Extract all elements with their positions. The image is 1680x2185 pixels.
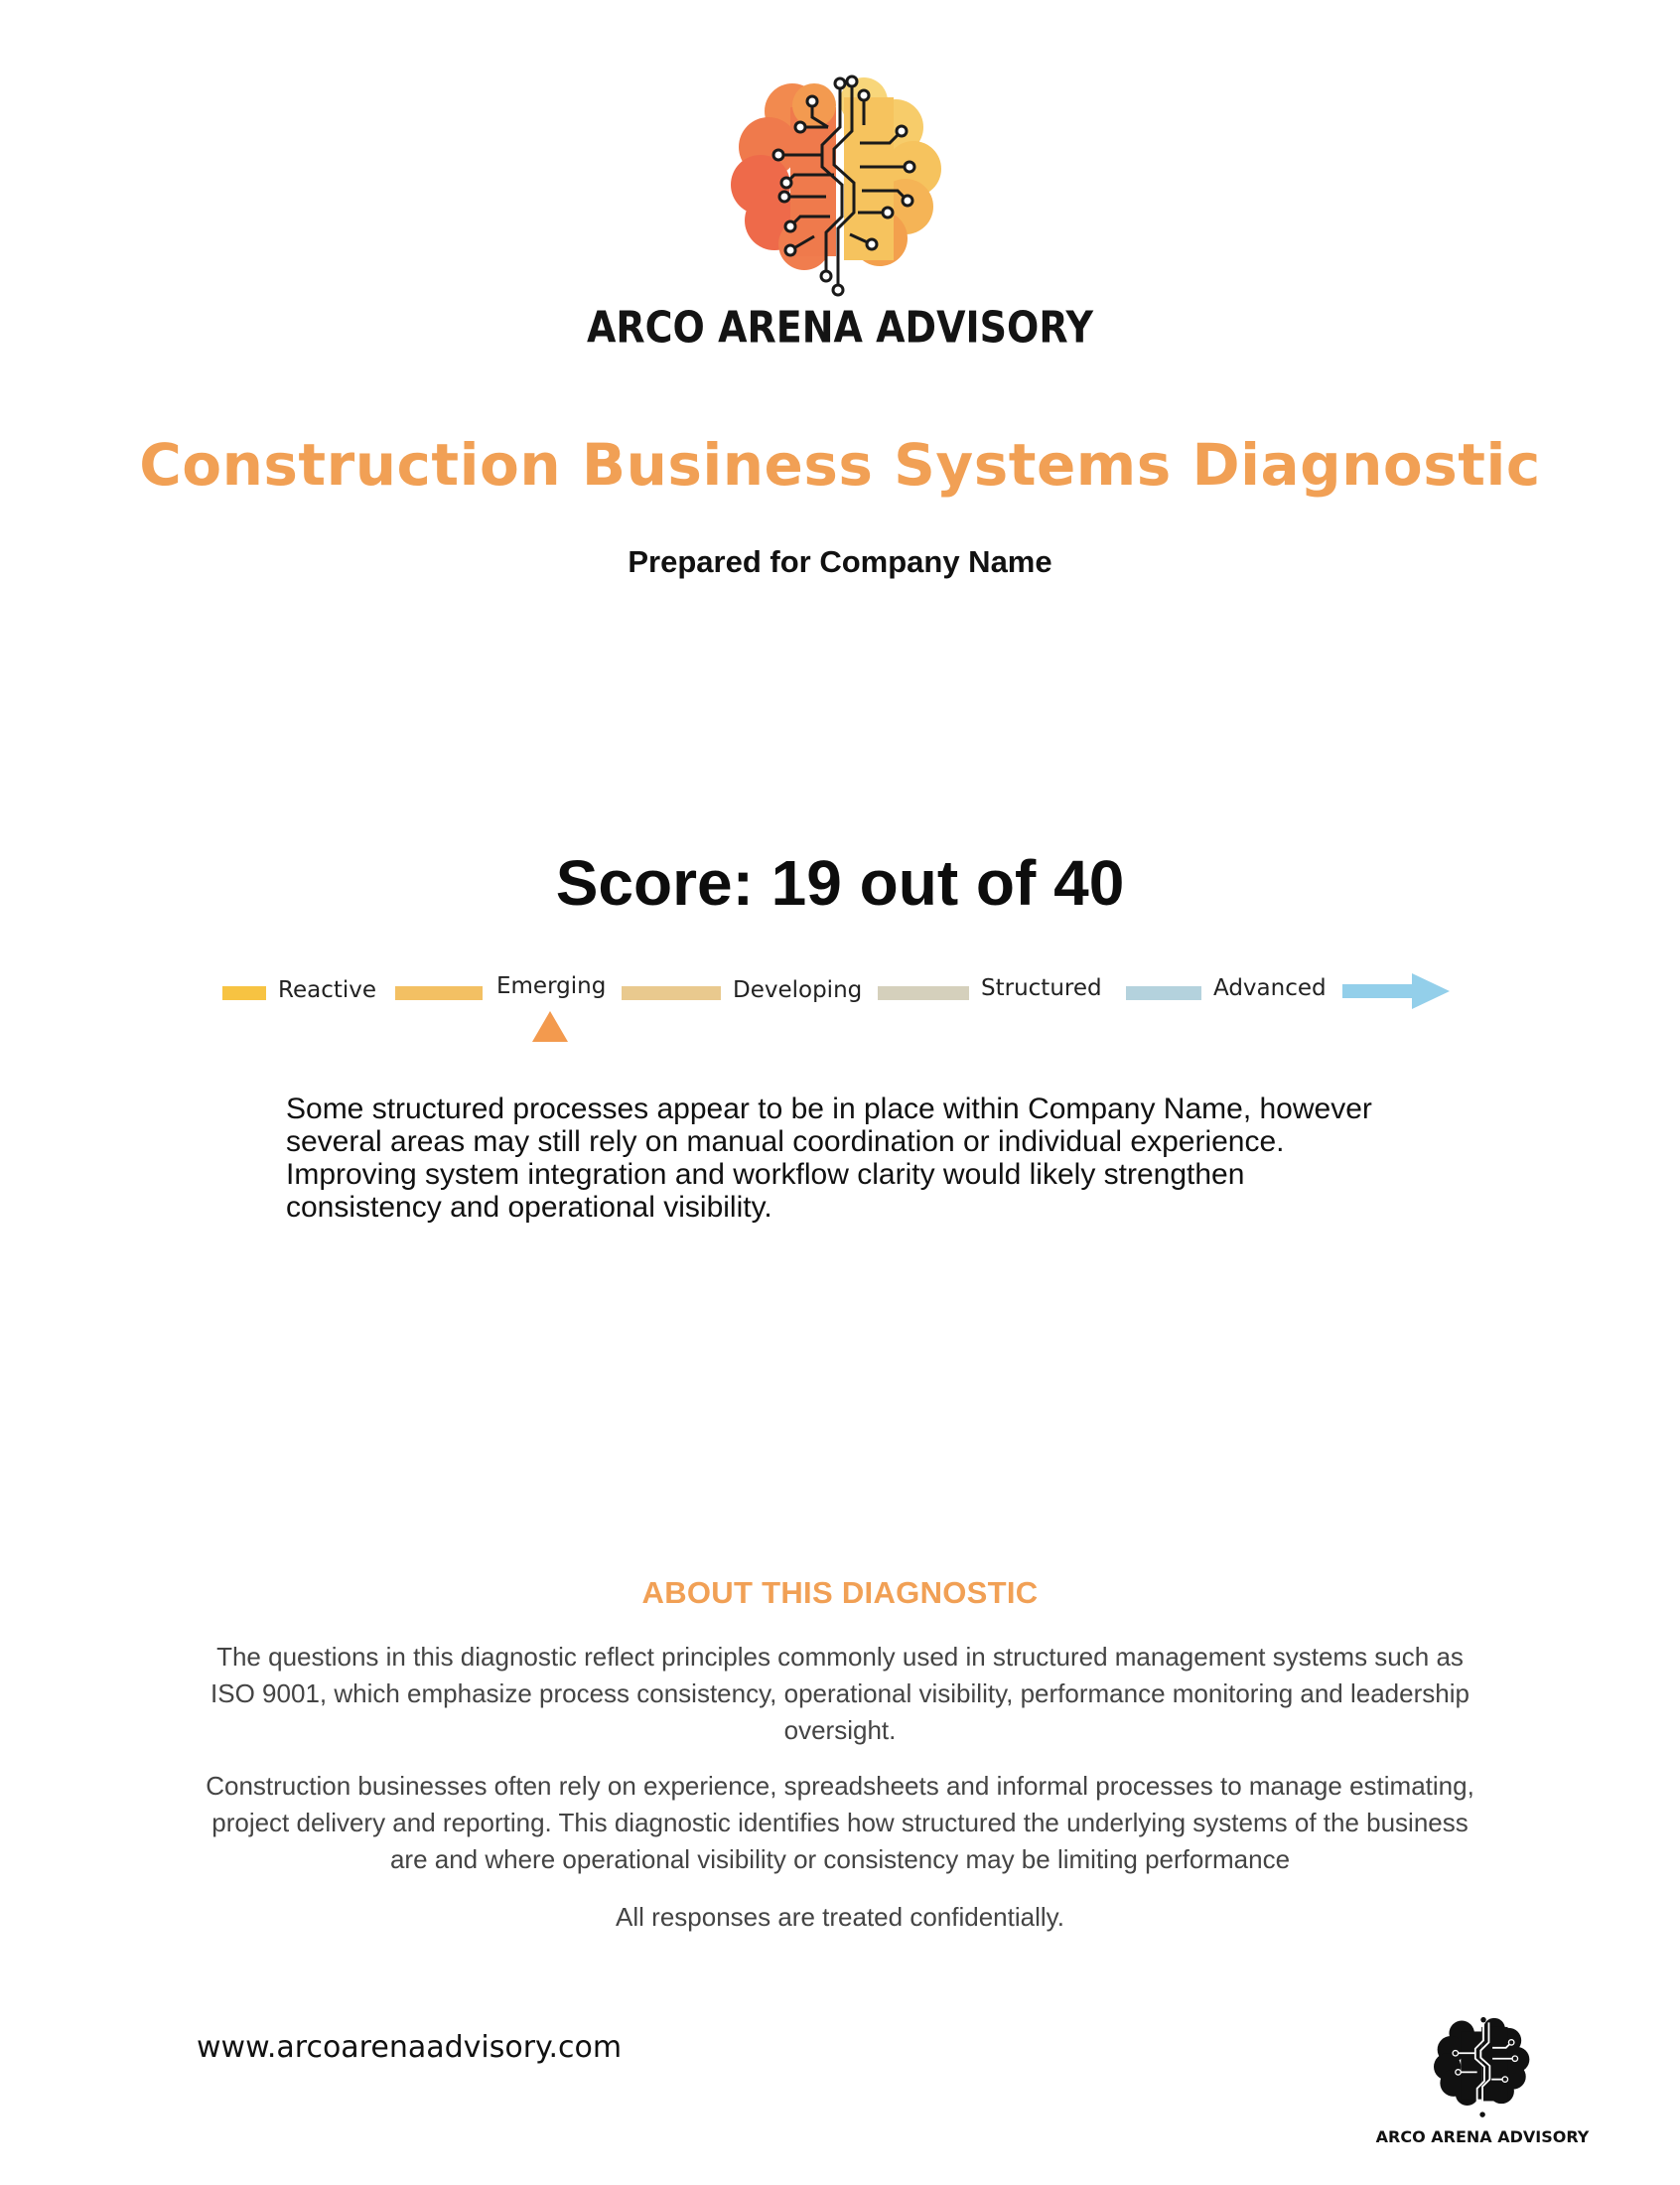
footer-brand-name: ARCO ARENA ADVISORY <box>1375 2127 1590 2146</box>
about-paragraph-2: Construction businesses often rely on experience, spreadsheets and informal processes to manage estimating, project delivery and reporting. This diagnostic identifies how structured the underlying systems of the business are and where operational visibility or consistency may be limiting performance <box>206 1771 1474 1874</box>
stage-label-advanced: Advanced <box>1213 975 1327 1001</box>
scale-segment-structured <box>878 986 969 1000</box>
brain-circuit-icon <box>1434 2010 1533 2121</box>
score-heading: Score: 19 out of 40 <box>555 847 1125 919</box>
stage-label-structured: Structured <box>981 975 1102 1001</box>
brand-name: ARCO ARENA ADVISORY <box>586 302 1094 353</box>
scale-segment-emerging <box>395 986 483 1000</box>
stage-label-reactive: Reactive <box>278 977 377 1003</box>
scale-arrow-icon <box>1342 971 1452 1011</box>
scale-segment-reactive <box>222 986 266 1000</box>
website-link[interactable]: www.arcoarenaadvisory.com <box>197 2030 623 2065</box>
about-heading: ABOUT THIS DIAGNOSTIC <box>641 1575 1039 1610</box>
stage-label-developing: Developing <box>733 977 863 1003</box>
scale-segment-developing <box>622 986 721 1000</box>
score-summary: Some structured processes appear to be in place within Company Name, however several areas may still rely on manual coordination or individual experience. Improving system integration and workflow clarity would likely strengthen consistency and operational visibility. <box>286 1092 1372 1224</box>
prepared-for: Prepared for Company Name <box>628 544 1052 579</box>
page-title: Construction Business Systems Diagnostic <box>139 431 1541 499</box>
current-stage-marker-icon <box>532 1011 568 1042</box>
brain-left-hemisphere <box>731 83 836 270</box>
brain-circuit-icon <box>731 68 949 298</box>
about-paragraph-1: The questions in this diagnostic reflect principles commonly used in structured management systems such as ISO 9001, which emphasize process consistency, operational visibility, performance monitoring and leadership oversight. <box>210 1642 1470 1745</box>
stage-label-emerging: Emerging <box>496 973 607 999</box>
scale-segment-advanced <box>1126 986 1201 1000</box>
about-paragraph-3: All responses are treated confidentially. <box>616 1902 1064 1932</box>
